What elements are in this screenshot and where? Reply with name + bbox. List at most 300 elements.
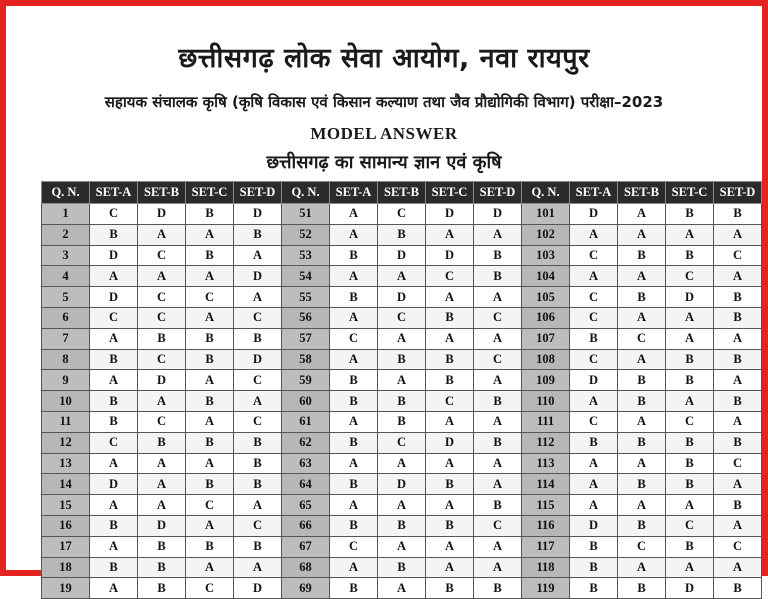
- table-row: [42, 307, 762, 328]
- question-number-cell: 64: [282, 474, 330, 495]
- answer-cell: C: [426, 266, 474, 287]
- answer-cell: B: [618, 287, 666, 308]
- answer-cell: C: [378, 204, 426, 225]
- answer-cell: C: [618, 328, 666, 349]
- answer-cell: A: [330, 266, 378, 287]
- answer-cell: A: [570, 391, 618, 412]
- answer-cell: B: [618, 474, 666, 495]
- answer-cell: C: [570, 307, 618, 328]
- answer-cell: B: [570, 328, 618, 349]
- question-number-cell: 116: [522, 515, 570, 536]
- answer-cell: D: [138, 370, 186, 391]
- answer-cell: A: [666, 391, 714, 412]
- answer-cell: B: [186, 204, 234, 225]
- question-number-cell: 104: [522, 266, 570, 287]
- answer-cell: C: [618, 536, 666, 557]
- answer-cell: A: [330, 204, 378, 225]
- answer-cell: B: [90, 515, 138, 536]
- answer-cell: B: [426, 474, 474, 495]
- answer-cell: A: [426, 557, 474, 578]
- question-number-cell: 67: [282, 536, 330, 557]
- question-number-cell: 110: [522, 391, 570, 412]
- answer-cell: C: [234, 370, 282, 391]
- question-number-cell: 6: [42, 307, 90, 328]
- answer-cell: C: [570, 349, 618, 370]
- answer-cell: A: [714, 266, 762, 287]
- question-number-cell: 15: [42, 495, 90, 516]
- answer-cell: A: [474, 557, 522, 578]
- answer-cell: C: [138, 245, 186, 266]
- answer-cell: A: [570, 453, 618, 474]
- column-header: SET-B: [378, 182, 426, 204]
- column-header: Q. N.: [522, 182, 570, 204]
- question-number-cell: 102: [522, 224, 570, 245]
- answer-cell: B: [186, 328, 234, 349]
- answer-cell: C: [186, 495, 234, 516]
- answer-cell: C: [474, 515, 522, 536]
- answer-cell: D: [90, 474, 138, 495]
- question-number-cell: 69: [282, 578, 330, 599]
- answer-cell: A: [234, 495, 282, 516]
- answer-cell: B: [90, 391, 138, 412]
- answer-cell: D: [378, 474, 426, 495]
- answer-cell: B: [666, 474, 714, 495]
- answer-cell: A: [330, 411, 378, 432]
- answer-cell: B: [234, 536, 282, 557]
- question-number-cell: 105: [522, 287, 570, 308]
- answer-cell: B: [474, 432, 522, 453]
- answer-cell: B: [666, 204, 714, 225]
- answer-cell: C: [138, 307, 186, 328]
- answer-cell: A: [618, 224, 666, 245]
- question-number-cell: 57: [282, 328, 330, 349]
- table-row: [42, 349, 762, 370]
- answer-cell: B: [426, 349, 474, 370]
- answer-key-table: [41, 181, 762, 599]
- answer-cell: A: [138, 495, 186, 516]
- answer-cell: A: [90, 495, 138, 516]
- column-header: SET-A: [90, 182, 138, 204]
- answer-cell: A: [666, 557, 714, 578]
- answer-cell: A: [234, 557, 282, 578]
- answer-cell: A: [330, 495, 378, 516]
- question-number-cell: 12: [42, 432, 90, 453]
- answer-cell: D: [426, 204, 474, 225]
- question-number-cell: 118: [522, 557, 570, 578]
- answer-cell: B: [330, 370, 378, 391]
- doc-label: MODEL ANSWER: [310, 124, 458, 143]
- answer-cell: A: [186, 453, 234, 474]
- column-header: SET-C: [666, 182, 714, 204]
- table-row: [42, 515, 762, 536]
- answer-cell: A: [666, 224, 714, 245]
- answer-cell: C: [330, 536, 378, 557]
- question-number-cell: 113: [522, 453, 570, 474]
- table-row: [42, 557, 762, 578]
- answer-cell: B: [186, 349, 234, 370]
- answer-cell: B: [90, 224, 138, 245]
- answer-cell: B: [186, 536, 234, 557]
- question-number-cell: 119: [522, 578, 570, 599]
- answer-cell: C: [666, 411, 714, 432]
- table-row: [42, 391, 762, 412]
- answer-cell: B: [330, 432, 378, 453]
- answer-cell: B: [330, 391, 378, 412]
- answer-cell: B: [186, 391, 234, 412]
- answer-cell: A: [570, 266, 618, 287]
- answer-cell: B: [378, 391, 426, 412]
- question-number-cell: 59: [282, 370, 330, 391]
- column-header: SET-B: [618, 182, 666, 204]
- question-number-cell: 11: [42, 411, 90, 432]
- answer-cell: A: [378, 578, 426, 599]
- question-number-cell: 7: [42, 328, 90, 349]
- question-number-cell: 65: [282, 495, 330, 516]
- answer-cell: B: [666, 536, 714, 557]
- answer-cell: A: [570, 495, 618, 516]
- question-number-cell: 54: [282, 266, 330, 287]
- answer-cell: A: [618, 349, 666, 370]
- answer-cell: C: [474, 349, 522, 370]
- answer-cell: A: [426, 495, 474, 516]
- answer-cell: B: [474, 245, 522, 266]
- answer-cell: A: [186, 411, 234, 432]
- answer-cell: B: [330, 245, 378, 266]
- question-number-cell: 2: [42, 224, 90, 245]
- table-row: [42, 474, 762, 495]
- answer-cell: A: [186, 307, 234, 328]
- answer-cell: B: [714, 578, 762, 599]
- answer-cell: A: [186, 515, 234, 536]
- answer-cell: B: [714, 495, 762, 516]
- answer-cell: D: [570, 204, 618, 225]
- question-number-cell: 107: [522, 328, 570, 349]
- answer-cell: D: [426, 432, 474, 453]
- answer-cell: B: [570, 578, 618, 599]
- answer-cell: A: [426, 328, 474, 349]
- answer-cell: D: [378, 287, 426, 308]
- question-number-cell: 114: [522, 474, 570, 495]
- answer-cell: B: [90, 557, 138, 578]
- answer-cell: B: [714, 287, 762, 308]
- answer-cell: A: [186, 557, 234, 578]
- answer-key-sheet: [41, 181, 761, 595]
- answer-cell: C: [378, 307, 426, 328]
- answer-cell: A: [378, 370, 426, 391]
- answer-cell: D: [90, 287, 138, 308]
- question-number-cell: 18: [42, 557, 90, 578]
- answer-cell: A: [378, 266, 426, 287]
- question-number-cell: 68: [282, 557, 330, 578]
- answer-cell: B: [714, 204, 762, 225]
- answer-cell: C: [666, 266, 714, 287]
- column-header: SET-B: [138, 182, 186, 204]
- answer-cell: B: [618, 515, 666, 536]
- answer-cell: D: [234, 204, 282, 225]
- answer-cell: D: [234, 578, 282, 599]
- answer-cell: C: [138, 287, 186, 308]
- answer-cell: D: [570, 370, 618, 391]
- answer-cell: B: [186, 474, 234, 495]
- table-row: [42, 328, 762, 349]
- answer-cell: B: [378, 349, 426, 370]
- question-number-cell: 108: [522, 349, 570, 370]
- answer-cell: A: [474, 287, 522, 308]
- question-number-cell: 52: [282, 224, 330, 245]
- column-header: Q. N.: [282, 182, 330, 204]
- answer-cell: B: [378, 411, 426, 432]
- table-header-row: [42, 182, 762, 204]
- question-number-cell: 5: [42, 287, 90, 308]
- answer-cell: C: [378, 432, 426, 453]
- answer-cell: A: [714, 474, 762, 495]
- answer-cell: A: [714, 515, 762, 536]
- answer-cell: B: [90, 349, 138, 370]
- answer-cell: D: [666, 578, 714, 599]
- answer-cell: C: [474, 307, 522, 328]
- answer-cell: D: [474, 204, 522, 225]
- answer-cell: C: [426, 391, 474, 412]
- answer-cell: A: [330, 307, 378, 328]
- answer-cell: A: [426, 224, 474, 245]
- table-row: [42, 224, 762, 245]
- answer-cell: A: [714, 557, 762, 578]
- answer-cell: B: [426, 515, 474, 536]
- table-row: [42, 432, 762, 453]
- answer-cell: B: [618, 370, 666, 391]
- answer-cell: B: [234, 224, 282, 245]
- answer-cell: A: [138, 474, 186, 495]
- answer-cell: A: [234, 391, 282, 412]
- answer-cell: C: [186, 578, 234, 599]
- question-number-cell: 17: [42, 536, 90, 557]
- answer-cell: A: [426, 287, 474, 308]
- answer-cell: B: [618, 245, 666, 266]
- answer-cell: A: [570, 474, 618, 495]
- answer-cell: A: [474, 536, 522, 557]
- answer-cell: A: [90, 370, 138, 391]
- answer-cell: A: [474, 328, 522, 349]
- answer-cell: B: [186, 245, 234, 266]
- answer-cell: B: [666, 432, 714, 453]
- answer-cell: C: [90, 307, 138, 328]
- question-number-cell: 13: [42, 453, 90, 474]
- answer-cell: C: [714, 245, 762, 266]
- answer-cell: B: [570, 432, 618, 453]
- answer-cell: B: [234, 328, 282, 349]
- answer-cell: A: [426, 411, 474, 432]
- answer-cell: B: [618, 432, 666, 453]
- answer-cell: B: [234, 432, 282, 453]
- answer-cell: C: [666, 515, 714, 536]
- answer-cell: A: [474, 411, 522, 432]
- answer-cell: A: [90, 536, 138, 557]
- answer-cell: A: [378, 495, 426, 516]
- question-number-cell: 101: [522, 204, 570, 225]
- answer-cell: B: [378, 224, 426, 245]
- answer-cell: A: [618, 411, 666, 432]
- question-number-cell: 61: [282, 411, 330, 432]
- answer-cell: B: [330, 474, 378, 495]
- answer-cell: A: [570, 224, 618, 245]
- column-header: SET-C: [426, 182, 474, 204]
- answer-cell: A: [90, 266, 138, 287]
- column-header: Q. N.: [42, 182, 90, 204]
- answer-cell: B: [474, 578, 522, 599]
- answer-cell: A: [426, 453, 474, 474]
- table-row: [42, 266, 762, 287]
- answer-cell: C: [90, 204, 138, 225]
- answer-cell: A: [378, 328, 426, 349]
- answer-cell: A: [234, 245, 282, 266]
- column-header: SET-C: [186, 182, 234, 204]
- answer-cell: A: [330, 224, 378, 245]
- answer-cell: B: [138, 578, 186, 599]
- answer-cell: A: [714, 411, 762, 432]
- answer-cell: A: [714, 370, 762, 391]
- answer-cell: B: [138, 328, 186, 349]
- answer-cell: D: [666, 287, 714, 308]
- answer-cell: B: [378, 557, 426, 578]
- question-number-cell: 3: [42, 245, 90, 266]
- question-number-cell: 109: [522, 370, 570, 391]
- question-number-cell: 58: [282, 349, 330, 370]
- answer-cell: D: [426, 245, 474, 266]
- answer-cell: D: [234, 349, 282, 370]
- answer-cell: C: [330, 328, 378, 349]
- answer-cell: B: [666, 349, 714, 370]
- answer-cell: A: [186, 224, 234, 245]
- table-row: [42, 287, 762, 308]
- answer-cell: A: [474, 370, 522, 391]
- answer-cell: A: [330, 557, 378, 578]
- question-number-cell: 55: [282, 287, 330, 308]
- answer-cell: A: [618, 557, 666, 578]
- answer-cell: C: [570, 411, 618, 432]
- answer-cell: C: [234, 307, 282, 328]
- answer-cell: B: [570, 557, 618, 578]
- answer-cell: B: [714, 432, 762, 453]
- answer-cell: C: [714, 536, 762, 557]
- question-number-cell: 9: [42, 370, 90, 391]
- answer-cell: A: [138, 224, 186, 245]
- question-number-cell: 14: [42, 474, 90, 495]
- column-header: SET-D: [234, 182, 282, 204]
- column-header: SET-D: [474, 182, 522, 204]
- answer-cell: B: [138, 557, 186, 578]
- answer-cell: A: [90, 453, 138, 474]
- question-number-cell: 115: [522, 495, 570, 516]
- answer-cell: A: [186, 266, 234, 287]
- question-number-cell: 103: [522, 245, 570, 266]
- answer-cell: B: [234, 453, 282, 474]
- table-row: [42, 204, 762, 225]
- answer-cell: A: [474, 453, 522, 474]
- answer-cell: C: [570, 245, 618, 266]
- answer-cell: A: [666, 307, 714, 328]
- answer-cell: B: [714, 391, 762, 412]
- table-row: [42, 245, 762, 266]
- answer-cell: A: [474, 224, 522, 245]
- table-row: [42, 495, 762, 516]
- answer-cell: A: [330, 349, 378, 370]
- answer-cell: B: [666, 453, 714, 474]
- answer-cell: B: [618, 578, 666, 599]
- question-number-cell: 10: [42, 391, 90, 412]
- question-number-cell: 63: [282, 453, 330, 474]
- answer-cell: A: [618, 453, 666, 474]
- answer-cell: B: [666, 245, 714, 266]
- question-number-cell: 4: [42, 266, 90, 287]
- answer-cell: C: [234, 515, 282, 536]
- answer-cell: C: [90, 432, 138, 453]
- answer-cell: B: [90, 411, 138, 432]
- answer-cell: C: [234, 411, 282, 432]
- answer-cell: B: [426, 370, 474, 391]
- answer-cell: B: [234, 474, 282, 495]
- answer-cell: B: [330, 578, 378, 599]
- question-number-cell: 66: [282, 515, 330, 536]
- answer-cell: B: [474, 391, 522, 412]
- column-header: SET-A: [570, 182, 618, 204]
- answer-cell: A: [474, 474, 522, 495]
- answer-cell: A: [714, 224, 762, 245]
- paper-name: छत्तीसगढ़ का सामान्य ज्ञान एवं कृषि: [266, 152, 502, 173]
- answer-cell: C: [714, 453, 762, 474]
- answer-cell: A: [618, 495, 666, 516]
- answer-cell: D: [138, 515, 186, 536]
- question-number-cell: 1: [42, 204, 90, 225]
- answer-cell: B: [666, 370, 714, 391]
- question-number-cell: 8: [42, 349, 90, 370]
- table-row: [42, 578, 762, 599]
- answer-cell: A: [186, 370, 234, 391]
- answer-cell: D: [90, 245, 138, 266]
- answer-cell: B: [330, 287, 378, 308]
- question-number-cell: 16: [42, 515, 90, 536]
- table-row: [42, 536, 762, 557]
- answer-cell: C: [138, 349, 186, 370]
- answer-cell: B: [474, 495, 522, 516]
- answer-cell: D: [138, 204, 186, 225]
- question-number-cell: 111: [522, 411, 570, 432]
- question-number-cell: 19: [42, 578, 90, 599]
- answer-cell: C: [186, 287, 234, 308]
- answer-cell: A: [138, 391, 186, 412]
- answer-cell: A: [618, 266, 666, 287]
- question-number-cell: 51: [282, 204, 330, 225]
- exam-subtitle: सहायक संचालक कृषि (कृषि विकास एवं किसान कल्याण तथा जैव प्रौद्योगिकी विभाग) परीक्षा–2023: [104, 93, 664, 111]
- answer-cell: B: [426, 307, 474, 328]
- answer-cell: A: [378, 453, 426, 474]
- question-number-cell: 117: [522, 536, 570, 557]
- answer-cell: A: [618, 204, 666, 225]
- table-row: [42, 411, 762, 432]
- question-number-cell: 60: [282, 391, 330, 412]
- page-title: छत्तीसगढ़ लोक सेवा आयोग, नवा रायपुर: [178, 43, 590, 74]
- answer-cell: B: [138, 432, 186, 453]
- column-header: SET-D: [714, 182, 762, 204]
- question-number-cell: 112: [522, 432, 570, 453]
- answer-cell: B: [186, 432, 234, 453]
- answer-cell: B: [330, 515, 378, 536]
- answer-cell: C: [138, 411, 186, 432]
- answer-cell: B: [714, 307, 762, 328]
- question-number-cell: 106: [522, 307, 570, 328]
- answer-cell: D: [378, 245, 426, 266]
- answer-cell: B: [378, 515, 426, 536]
- answer-cell: A: [90, 578, 138, 599]
